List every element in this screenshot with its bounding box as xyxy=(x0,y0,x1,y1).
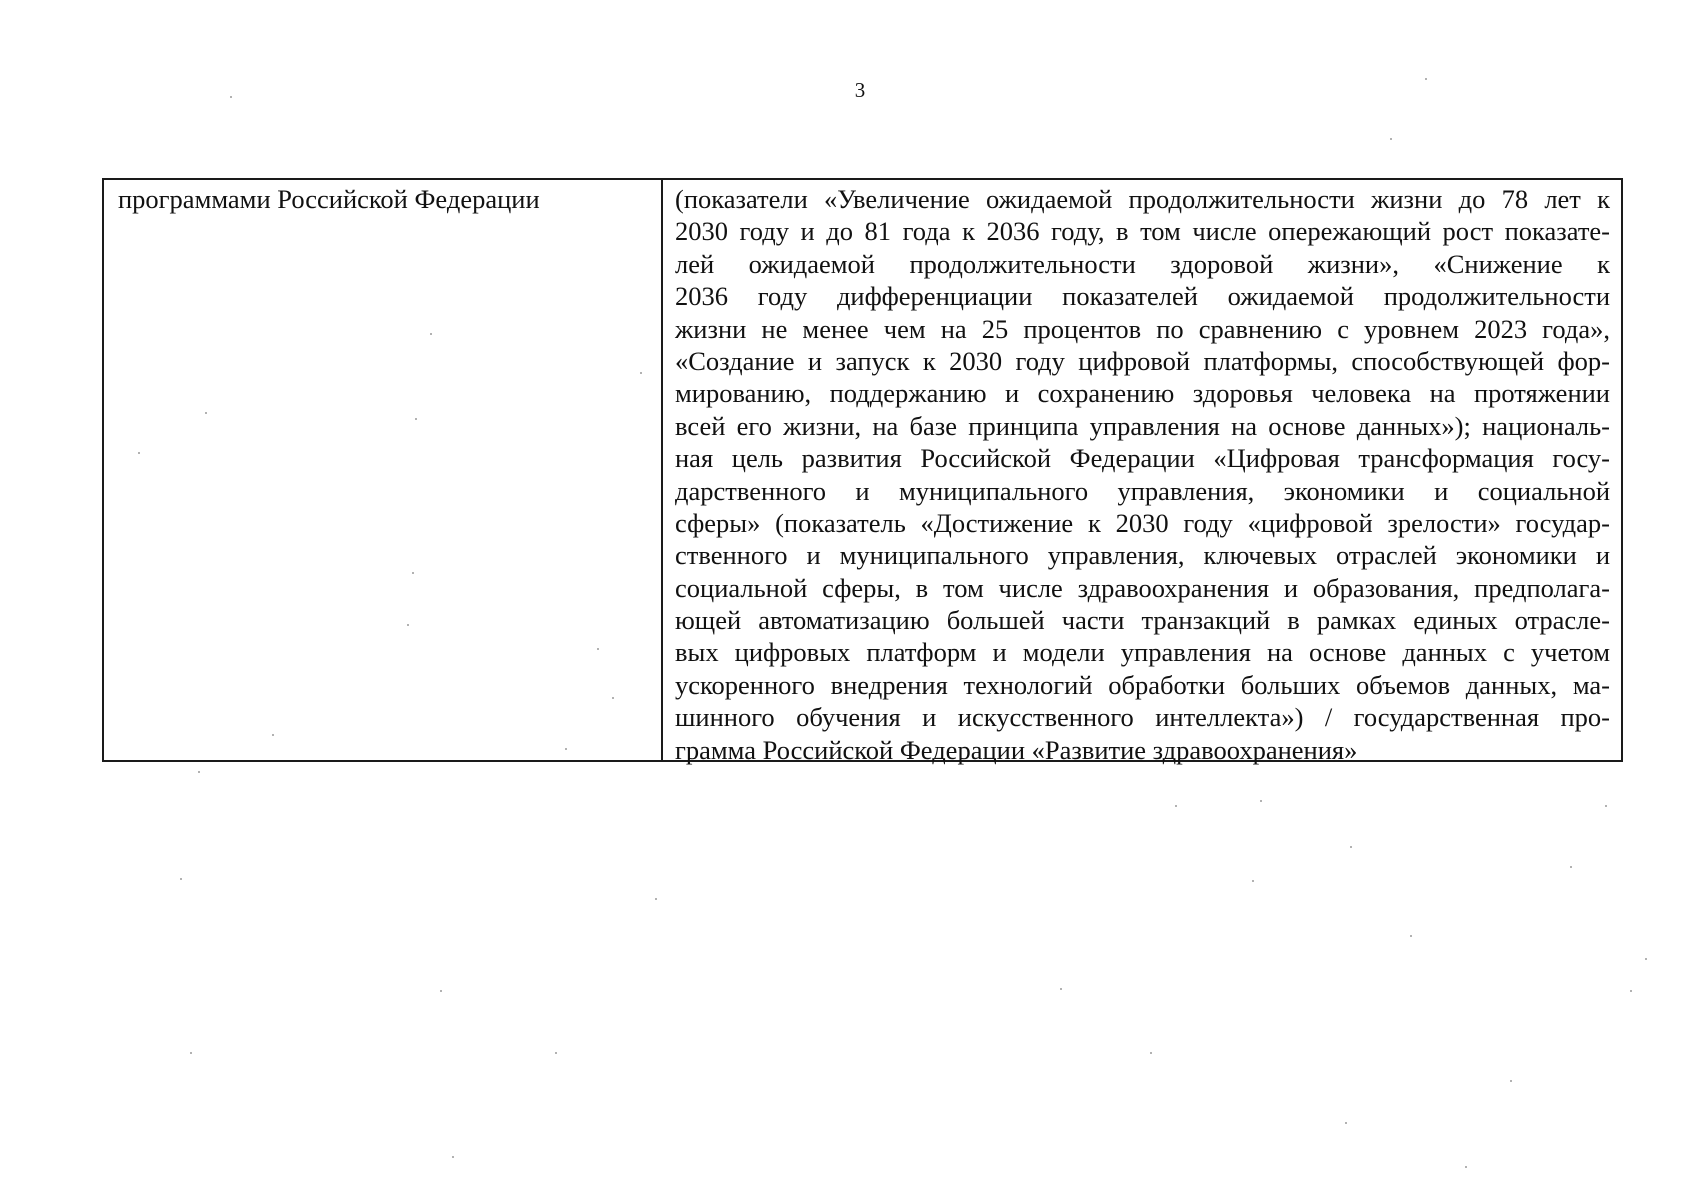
scan-speck xyxy=(1060,988,1062,990)
right-cell-line: 2030 году и до 81 года к 2036 году, в том числе опережающий рост показате- xyxy=(675,216,1610,247)
right-cell-line: шинного обучения и искусственного интеллекта») / государственная про- xyxy=(675,702,1610,733)
right-cell-line: сферы» (показатель «Достижение к 2030 году «цифровой зрелости» государ- xyxy=(675,507,1610,538)
scan-speck xyxy=(1425,78,1427,80)
right-cell-line: «Создание и запуск к 2030 году цифровой платформы, способствующей фор- xyxy=(675,345,1610,376)
left-cell-text: программами Российской Федерации xyxy=(118,184,540,214)
page-number: 3 xyxy=(854,78,866,102)
scan-speck xyxy=(230,96,232,98)
scan-speck xyxy=(1260,800,1262,802)
right-cell-line: (показатели «Увеличение ожидаемой продолжительности жизни до 78 лет к xyxy=(675,184,1610,214)
document-table xyxy=(102,178,1623,765)
right-cell-line: ющей автоматизацию большей части транзакций в рамках единых отрасле- xyxy=(675,605,1610,636)
right-cell-line: 2036 году дифференциации показателей ожидаемой продолжительности xyxy=(675,281,1610,312)
scan-speck xyxy=(1630,990,1632,992)
scan-speck xyxy=(440,990,442,992)
right-cell-line: жизни не менее чем на 25 процентов по сравнению с уровнем 2023 года», xyxy=(675,313,1610,344)
scan-speck xyxy=(198,771,200,773)
scan-speck xyxy=(1350,846,1352,848)
scan-speck xyxy=(612,697,614,699)
scan-speck xyxy=(1465,1166,1467,1168)
right-cell-line: вых цифровых платформ и модели управления на основе данных с учетом xyxy=(675,637,1610,668)
scan-speck xyxy=(1510,1080,1512,1082)
scan-speck xyxy=(1605,805,1607,807)
scan-speck xyxy=(565,748,567,750)
scan-speck xyxy=(272,734,274,736)
scan-speck xyxy=(1150,1052,1152,1054)
scan-speck xyxy=(555,1052,557,1054)
right-cell-line: дарственного и муниципального управления, экономики и социальной xyxy=(675,475,1610,506)
right-cell-line: социальной сферы, в том числе здравоохранения и образования, предполага- xyxy=(675,572,1610,603)
scan-speck xyxy=(655,898,657,900)
table-cell-left xyxy=(104,180,663,760)
right-cell-line: ускоренного внедрения технологий обработки больших объемов данных, ма- xyxy=(675,669,1610,700)
scan-speck xyxy=(640,372,642,374)
right-cell-line: ная цель развития Российской Федерации «Цифровая трансформация госу- xyxy=(675,443,1610,474)
scan-speck xyxy=(412,572,414,574)
scan-speck xyxy=(1645,958,1647,960)
right-cell-line: мированию, поддержанию и сохранению здоровья человека на протяжении xyxy=(675,378,1610,409)
scan-speck xyxy=(138,452,140,454)
scan-speck xyxy=(180,878,182,880)
scan-speck xyxy=(430,333,432,335)
scan-speck xyxy=(190,1052,192,1054)
scan-speck xyxy=(452,1156,454,1158)
scan-speck xyxy=(205,412,207,414)
scan-speck xyxy=(1390,138,1392,140)
right-cell-line: лей ожидаемой продолжительности здоровой жизни», «Снижение к xyxy=(675,248,1610,279)
scan-speck xyxy=(407,624,409,626)
table-cell-right xyxy=(663,180,1621,765)
right-cell-line: всей его жизни, на базе принципа управления на основе данных»); националь- xyxy=(675,410,1610,441)
scan-speck xyxy=(415,418,417,420)
scan-speck xyxy=(1175,805,1177,807)
scan-speck xyxy=(1345,1122,1347,1124)
right-cell-line: ственного и муниципального управления, ключевых отраслей экономики и xyxy=(675,540,1610,571)
scan-speck xyxy=(1252,880,1254,882)
scan-speck xyxy=(1410,935,1412,937)
scan-speck xyxy=(1570,866,1572,868)
right-cell-line: грамма Российской Федерации «Развитие здравоохранения» xyxy=(675,734,1358,765)
scan-speck xyxy=(597,648,599,650)
